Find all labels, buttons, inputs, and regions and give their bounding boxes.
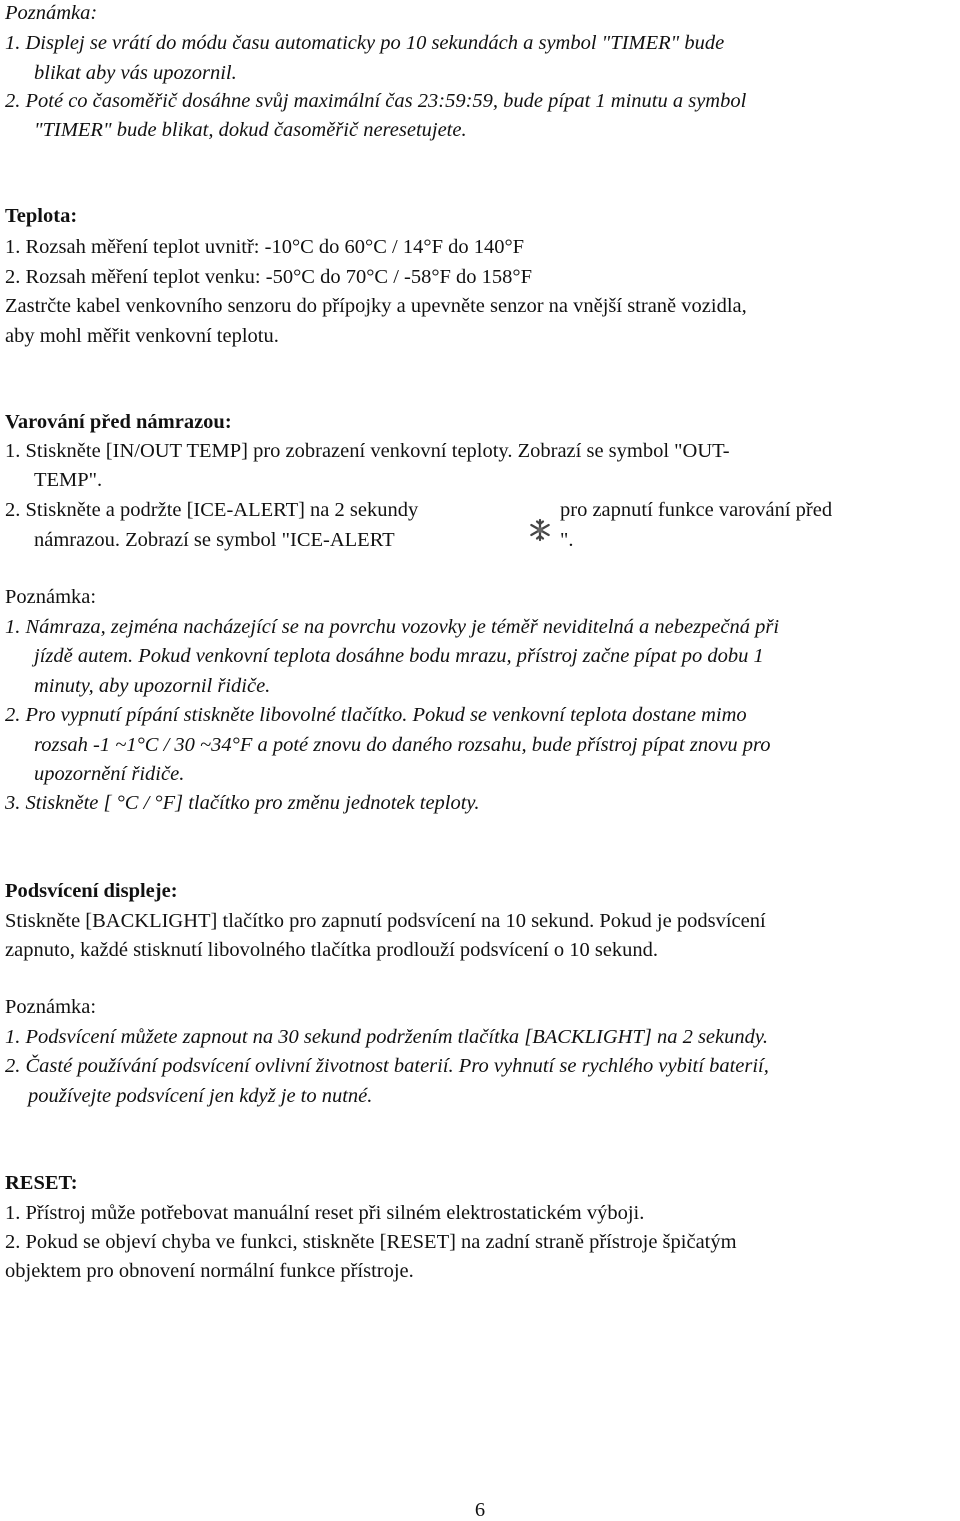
backlight-note-heading: Poznámka: — [5, 996, 97, 1018]
temperature-line-3: Zastrčte kabel venkovního senzoru do přípojky a upevněte senzor na vnější straně vozidla, — [5, 295, 747, 317]
backlight-note-line-1: 1. Podsvícení můžete zapnout na 30 sekund podržením tlačítka [BACKLIGHT] na 2 sekundy. — [5, 1026, 768, 1048]
frost-line-1: 1. Stiskněte [IN/OUT TEMP] pro zobrazení venkovní teploty. Zobrazí se symbol "OUT- — [5, 440, 730, 462]
frost-line-1b: TEMP". — [34, 469, 103, 491]
frost-heading: Varování před námrazou: — [5, 411, 232, 433]
page-number: 6 — [474, 1499, 486, 1521]
frost-note-heading: Poznámka: — [5, 586, 97, 608]
reset-line-1: 1. Přístroj může potřebovat manuální reset při silném elektrostatickém výboji. — [5, 1202, 645, 1224]
frost-note-line-2: 2. Pro vypnutí pípání stiskněte libovolné tlačítko. Pokud se venkovní teplota dostane mimo — [5, 704, 747, 726]
timer-note-line-2b: "TIMER" bude blikat, dokud časoměřič neresetujete. — [34, 119, 467, 141]
snowflake-icon — [528, 518, 552, 542]
frost-line-2a: 2. Stiskněte a podržte [ICE-ALERT] na 2 sekundy — [5, 499, 419, 521]
frost-note-line-1b: jízdě autem. Pokud venkovní teplota dosáhne bodu mrazu, přístroj začne pípat po dobu 1 — [34, 645, 764, 667]
backlight-line-1: Stiskněte [BACKLIGHT] tlačítko pro zapnutí podsvícení na 10 sekund. Pokud je podsvícení — [5, 910, 766, 932]
backlight-note-line-2: 2. Časté používání podsvícení ovlivní životnost baterií. Pro vyhnutí se rychlého vybití baterií, — [5, 1055, 769, 1077]
timer-note-line-1: 1. Displej se vrátí do módu času automaticky po 10 sekundách a symbol "TIMER" bude — [5, 32, 725, 54]
frost-note-line-1c: minuty, aby upozornil řidiče. — [34, 675, 271, 697]
temperature-line-2: 2. Rozsah měření teplot venku: -50°C do 70°C / -58°F do 158°F — [5, 266, 533, 288]
timer-note-line-2: 2. Poté co časoměřič dosáhne svůj maximální čas 23:59:59, bude pípat 1 minutu a symbol — [5, 90, 747, 112]
reset-line-2: 2. Pokud se objeví chyba ve funkci, stiskněte [RESET] na zadní straně přístroje špičatým — [5, 1231, 737, 1253]
temperature-line-3b: aby mohl měřit venkovní teplotu. — [5, 325, 279, 347]
frost-note-line-2c: upozornění řidiče. — [34, 763, 185, 785]
reset-line-2b: objektem pro obnovení normální funkce přístroje. — [5, 1260, 414, 1282]
frost-line-2d: ". — [560, 529, 574, 551]
frost-note-line-2b: rozsah -1 ~1°C / 30 ~34°F a poté znovu do daného rozsahu, bude přístroj pípat znovu pro — [34, 734, 771, 756]
frost-line-2b: námrazou. Zobrazí se symbol "ICE-ALERT — [34, 529, 395, 551]
backlight-line-1b: zapnuto, každé stisknutí libovolného tlačítka prodlouží podsvícení o 10 sekund. — [5, 939, 659, 961]
temperature-heading: Teplota: — [5, 205, 78, 227]
temperature-line-1: 1. Rozsah měření teplot uvnitř: -10°C do 60°C / 14°F do 140°F — [5, 236, 525, 258]
backlight-note-line-2b: používejte podsvícení jen když je to nutné. — [28, 1085, 373, 1107]
frost-note-line-3: 3. Stiskněte [ °C / °F] tlačítko pro změnu jednotek teploty. — [5, 792, 480, 814]
timer-note-heading: Poznámka: — [5, 2, 98, 24]
frost-note-line-1: 1. Námraza, zejména nacházející se na povrchu vozovky je téměř neviditelná a nebezpečná při — [5, 616, 780, 638]
frost-line-2c: pro zapnutí funkce varování před — [560, 499, 833, 521]
timer-note-line-1b: blikat aby vás upozornil. — [34, 62, 237, 84]
reset-heading: RESET: — [5, 1172, 78, 1194]
backlight-heading: Podsvícení displeje: — [5, 880, 178, 902]
